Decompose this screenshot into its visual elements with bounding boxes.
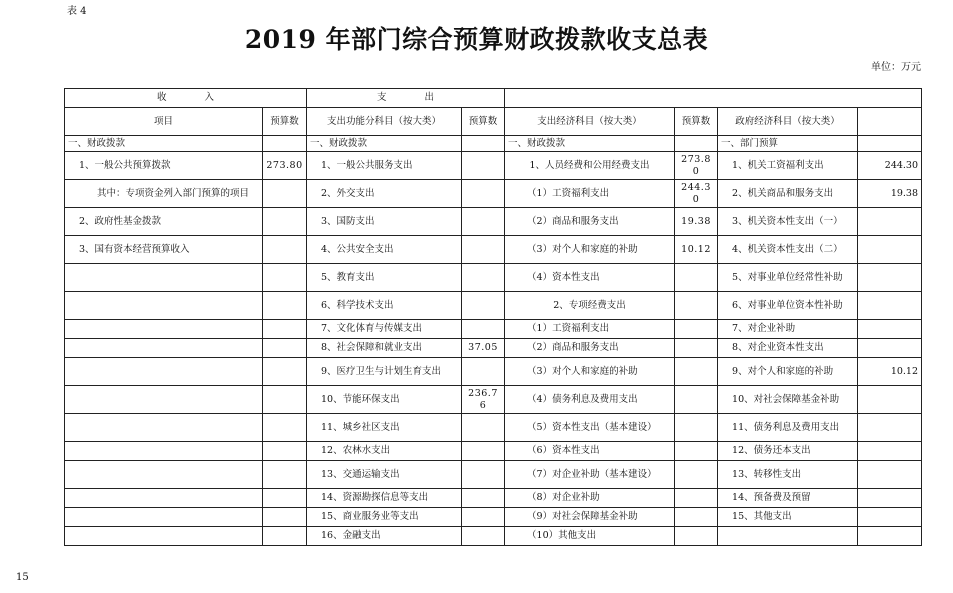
col-header: 预算数 xyxy=(675,108,718,136)
table-cell xyxy=(462,508,505,527)
income-header: 收 入 xyxy=(65,89,307,108)
table-cell: 3、机关资本性支出（一） xyxy=(718,208,858,236)
table-cell: 11、城乡社区支出 xyxy=(307,414,462,442)
table-cell: 10、对社会保障基金补助 xyxy=(718,386,858,414)
table-cell: 11、债务利息及费用支出 xyxy=(718,414,858,442)
table-cell: （10）其他支出 xyxy=(505,527,675,546)
table-cell: 14、预备费及预留 xyxy=(718,489,858,508)
table-row xyxy=(65,320,922,339)
table-cell: （3）对个人和家庭的补助 xyxy=(505,236,675,264)
table-cell xyxy=(263,320,307,339)
table-cell xyxy=(858,208,922,236)
table-cell xyxy=(263,180,307,208)
col-header: 支出经济科目（按大类） xyxy=(505,108,675,136)
table-cell: （3）对个人和家庭的补助 xyxy=(505,358,675,386)
table-cell xyxy=(675,320,718,339)
table-cell xyxy=(858,386,922,414)
table-cell xyxy=(675,508,718,527)
table-cell xyxy=(263,414,307,442)
table-row xyxy=(65,292,922,320)
table-cell xyxy=(858,339,922,358)
table-cell xyxy=(462,208,505,236)
table-cell: 15、商业服务业等支出 xyxy=(307,508,462,527)
table-cell: 1、一般公共服务支出 xyxy=(307,152,462,180)
table-row xyxy=(65,386,922,414)
table-cell xyxy=(263,461,307,489)
table-cell: （5）资本性支出（基本建设） xyxy=(505,414,675,442)
table-cell xyxy=(858,292,922,320)
table-cell xyxy=(858,527,922,546)
table-cell xyxy=(462,136,505,152)
table-cell: 12、债务还本支出 xyxy=(718,442,858,461)
table-row xyxy=(65,442,922,461)
table-cell: 273.80 xyxy=(675,152,718,180)
table-cell: （4）债务利息及费用支出 xyxy=(505,386,675,414)
table-cell xyxy=(462,264,505,292)
table-cell xyxy=(65,461,263,489)
table-row xyxy=(65,180,922,208)
table-row xyxy=(65,136,922,152)
table-cell xyxy=(675,136,718,152)
page-number: 15 xyxy=(16,572,29,583)
table-cell xyxy=(462,320,505,339)
table-cell: 15、其他支出 xyxy=(718,508,858,527)
table-row xyxy=(65,489,922,508)
table-cell: 4、公共安全支出 xyxy=(307,236,462,264)
table-cell: （1）工资福利支出 xyxy=(505,320,675,339)
table-cell: 其中：专项资金列入部门预算的项目 xyxy=(65,180,263,208)
table-row xyxy=(65,508,922,527)
table-cell: 9、对个人和家庭的补助 xyxy=(718,358,858,386)
table-cell xyxy=(858,461,922,489)
table-cell: 273.80 xyxy=(263,152,307,180)
table-cell xyxy=(675,339,718,358)
table-cell: （9）对社会保障基金补助 xyxy=(505,508,675,527)
table-cell xyxy=(858,264,922,292)
table-cell: 37.05 xyxy=(462,339,505,358)
table-row xyxy=(65,208,922,236)
table-cell xyxy=(263,339,307,358)
table-cell: （7）对企业补助（基本建设） xyxy=(505,461,675,489)
table-cell xyxy=(462,461,505,489)
table-cell: 9、医疗卫生与计划生育支出 xyxy=(307,358,462,386)
table-cell xyxy=(462,152,505,180)
table-cell xyxy=(462,442,505,461)
table-cell xyxy=(263,386,307,414)
table-cell xyxy=(858,320,922,339)
table-cell xyxy=(263,208,307,236)
table-cell xyxy=(858,489,922,508)
budget-table xyxy=(64,88,922,546)
table-row xyxy=(65,358,922,386)
table-cell: 5、对事业单位经常性补助 xyxy=(718,264,858,292)
table-cell: 7、对企业补助 xyxy=(718,320,858,339)
table-cell xyxy=(675,292,718,320)
table-cell xyxy=(462,180,505,208)
table-cell: （2）商品和服务支出 xyxy=(505,339,675,358)
table-cell: 3、国防支出 xyxy=(307,208,462,236)
table-row xyxy=(65,264,922,292)
table-cell xyxy=(263,442,307,461)
table-cell: 236.76 xyxy=(462,386,505,414)
table-cell: 244.30 xyxy=(675,180,718,208)
table-cell xyxy=(858,508,922,527)
table-cell: （8）对企业补助 xyxy=(505,489,675,508)
table-cell: 5、教育支出 xyxy=(307,264,462,292)
table-cell xyxy=(263,136,307,152)
table-cell xyxy=(65,386,263,414)
table-cell xyxy=(65,442,263,461)
table-cell xyxy=(462,236,505,264)
table-cell: 10、节能环保支出 xyxy=(307,386,462,414)
table-cell xyxy=(718,527,858,546)
table-cell xyxy=(675,442,718,461)
table-cell xyxy=(462,489,505,508)
table-cell: 244.30 xyxy=(858,152,922,180)
table-cell xyxy=(65,264,263,292)
col-header: 政府经济科目（按大类） xyxy=(718,108,858,136)
table-cell: （2）商品和服务支出 xyxy=(505,208,675,236)
table-cell: 1、机关工资福利支出 xyxy=(718,152,858,180)
table-cell: （1）工资福利支出 xyxy=(505,180,675,208)
table-cell xyxy=(675,461,718,489)
table-cell: 8、社会保障和就业支出 xyxy=(307,339,462,358)
table-cell xyxy=(263,527,307,546)
table-cell: 6、科学技术支出 xyxy=(307,292,462,320)
table-cell: 6、对事业单位资本性补助 xyxy=(718,292,858,320)
table-cell: 一、部门预算 xyxy=(718,136,858,152)
col-header: 支出功能分科目（按大类） xyxy=(307,108,462,136)
table-cell xyxy=(675,414,718,442)
table-cell: 2、外交支出 xyxy=(307,180,462,208)
table-cell: 2、机关商品和服务支出 xyxy=(718,180,858,208)
table-cell: 12、农林水支出 xyxy=(307,442,462,461)
table-cell: 一、财政拨款 xyxy=(505,136,675,152)
table-cell: 2、政府性基金拨款 xyxy=(65,208,263,236)
table-cell xyxy=(65,320,263,339)
table-cell xyxy=(65,358,263,386)
table-row xyxy=(65,339,922,358)
table-cell: 1、人员经费和公用经费支出 xyxy=(505,152,675,180)
table-cell: 一、财政拨款 xyxy=(307,136,462,152)
table-tag: 表 4 xyxy=(67,6,87,17)
table-cell xyxy=(263,292,307,320)
table-cell xyxy=(675,386,718,414)
table-cell: 13、交通运输支出 xyxy=(307,461,462,489)
table-row xyxy=(65,527,922,546)
table-row xyxy=(65,236,922,264)
table-cell xyxy=(462,358,505,386)
table-cell xyxy=(675,527,718,546)
top-header-row xyxy=(65,89,922,108)
table-cell: 4、机关资本性支出（二） xyxy=(718,236,858,264)
col-header: 预算数 xyxy=(263,108,307,136)
table-cell: 14、资源勘探信息等支出 xyxy=(307,489,462,508)
table-cell: 19.38 xyxy=(675,208,718,236)
col-header: 预算数 xyxy=(462,108,505,136)
table-cell: （4）资本性支出 xyxy=(505,264,675,292)
table-cell xyxy=(263,358,307,386)
table-cell xyxy=(858,136,922,152)
table-row xyxy=(65,414,922,442)
table-cell xyxy=(263,264,307,292)
table-cell xyxy=(858,236,922,264)
col-header xyxy=(858,108,922,136)
table-cell: 一、财政拨款 xyxy=(65,136,263,152)
table-cell: 16、金融支出 xyxy=(307,527,462,546)
table-cell xyxy=(462,292,505,320)
column-header-row xyxy=(65,108,922,136)
page-title: 2019 年部门综合预算财政拨款收支总表 xyxy=(244,25,709,54)
blank-header xyxy=(505,89,922,108)
table-cell xyxy=(462,414,505,442)
table-cell xyxy=(858,414,922,442)
table-cell xyxy=(263,489,307,508)
col-header: 项目 xyxy=(65,108,263,136)
table-cell xyxy=(263,508,307,527)
table-cell: 10.12 xyxy=(858,358,922,386)
table-cell: 3、国有资本经营预算收入 xyxy=(65,236,263,264)
table-cell xyxy=(65,339,263,358)
table-row xyxy=(65,152,922,180)
table-cell xyxy=(65,489,263,508)
table-cell: 19.38 xyxy=(858,180,922,208)
table-cell: 8、对企业资本性支出 xyxy=(718,339,858,358)
table-cell: 1、一般公共预算拨款 xyxy=(65,152,263,180)
unit-label: 单位：万元 xyxy=(871,62,921,73)
table-cell: 7、文化体育与传媒支出 xyxy=(307,320,462,339)
table-cell: 13、转移性支出 xyxy=(718,461,858,489)
table-cell: 10.12 xyxy=(675,236,718,264)
table-cell xyxy=(675,358,718,386)
expense-header: 支 出 xyxy=(307,89,505,108)
table-cell xyxy=(65,508,263,527)
table-cell xyxy=(65,292,263,320)
table-cell: （6）资本性支出 xyxy=(505,442,675,461)
table-row xyxy=(65,461,922,489)
table-cell xyxy=(65,414,263,442)
table-cell xyxy=(462,527,505,546)
table-cell xyxy=(263,236,307,264)
table-cell xyxy=(675,489,718,508)
table-cell xyxy=(675,264,718,292)
table-cell xyxy=(65,527,263,546)
table-cell xyxy=(858,442,922,461)
table-cell: 2、专项经费支出 xyxy=(505,292,675,320)
